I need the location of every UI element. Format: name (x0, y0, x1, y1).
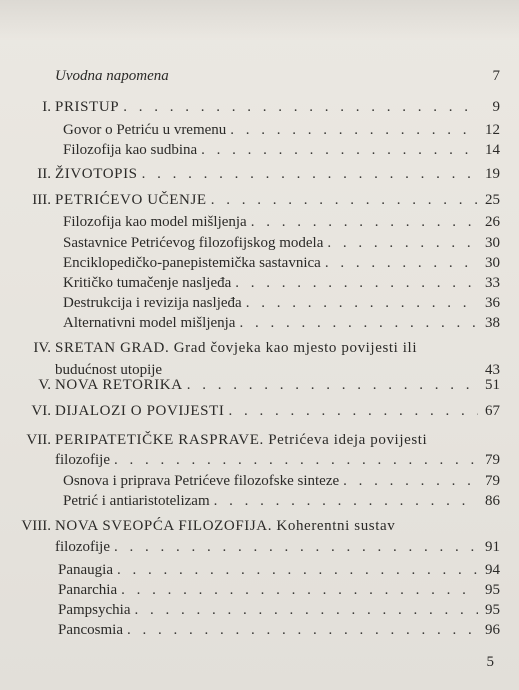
sub-page: 14 (485, 142, 500, 158)
sub-title: Filozofija kao sudbina (63, 142, 198, 158)
toc-leader (142, 164, 478, 184)
toc-leader (343, 471, 478, 491)
chapter-5-numeral: V. (38, 377, 51, 393)
chapter-3-sub-6 (63, 313, 500, 333)
sub-page: 36 (485, 295, 500, 311)
chapter-2-page: 19 (485, 166, 500, 182)
sub-title: Enciklopedičko-panepistemička sastavnica (63, 255, 321, 271)
chapter-3-sub-1 (63, 212, 500, 232)
toc-leader (251, 212, 478, 232)
toc-leader (201, 140, 478, 160)
page-top-bleed (0, 0, 519, 40)
toc-intro-page: 7 (492, 68, 500, 84)
chapter-4-numeral: IV. (33, 340, 51, 356)
sub-page: 30 (485, 255, 500, 271)
sub-title: Govor o Petriću u vremenu (63, 122, 227, 138)
chapter-4-page: 43 (485, 362, 500, 378)
chapter-3-numeral: III. (32, 192, 51, 208)
page-number: 5 (486, 654, 494, 670)
sub-page: 95 (485, 582, 500, 598)
chapter-3-page: 25 (485, 192, 500, 208)
chapter-8-sub-3 (58, 600, 500, 620)
chapter-8-sub-1 (58, 560, 500, 580)
chapter-3-sub-4 (63, 273, 500, 293)
sub-page: 79 (485, 473, 500, 489)
sub-page: 12 (485, 122, 500, 138)
chapter-8-line-2 (55, 537, 500, 557)
toc-leader (229, 401, 479, 421)
sub-page: 95 (485, 602, 500, 618)
chapter-1-page: 9 (492, 99, 500, 115)
chapter-4-line-1 (55, 338, 500, 358)
chapter-2-numeral: II. (37, 166, 51, 182)
chapter-3-title: PETRIĆEVO UČENJE (55, 192, 207, 208)
chapter-8-title-cont: filozofije (55, 539, 110, 555)
chapter-6 (55, 401, 500, 421)
chapter-3 (55, 190, 500, 210)
toc-leader (114, 537, 478, 557)
sub-title: Petrić i antiaristotelizam (63, 493, 210, 509)
chapter-8-numeral: VIII. (21, 518, 51, 534)
sub-page: 30 (485, 235, 500, 251)
toc-leader (325, 253, 478, 273)
chapter-5-page: 51 (485, 377, 500, 393)
toc-leader (214, 491, 478, 511)
toc-leader (187, 375, 478, 395)
chapter-6-numeral: VI. (31, 403, 51, 419)
chapter-3-sub-3 (63, 253, 500, 273)
chapter-1-title: PRISTUP (55, 99, 120, 115)
toc-leader (123, 97, 478, 117)
sub-title: Sastavnice Petrićevog filozofijskog modela (63, 235, 324, 251)
toc-leader (327, 233, 478, 253)
chapter-7-line-1 (55, 430, 500, 450)
toc-leader (117, 560, 478, 580)
toc-leader (127, 620, 478, 640)
sub-page: 96 (485, 622, 500, 638)
toc-intro (55, 66, 500, 86)
chapter-1-sub-1 (63, 120, 500, 140)
chapter-8-title: NOVA SVEOPĆA FILOZOFIJA. Koherentni sustav (55, 518, 396, 534)
chapter-5-title: NOVA RETORIKA (55, 377, 183, 393)
sub-page: 33 (485, 275, 500, 291)
sub-page: 26 (485, 214, 500, 230)
chapter-8-sub-4 (58, 620, 500, 640)
sub-title: Panaugia (58, 562, 113, 578)
toc-leader (239, 313, 478, 333)
toc-leader (230, 120, 478, 140)
toc-leader (235, 273, 478, 293)
sub-title: Panarchia (58, 582, 118, 598)
chapter-7-title-cont: filozofije (55, 452, 110, 468)
chapter-4-title: SRETAN GRAD. Grad čovjeka kao mjesto povijesti ili (55, 340, 418, 356)
toc-leader (211, 190, 478, 210)
chapter-3-sub-2 (63, 233, 500, 253)
chapter-6-page: 67 (485, 403, 500, 419)
toc-leader (246, 293, 478, 313)
sub-page: 38 (485, 315, 500, 331)
sub-title: Pampsychia (58, 602, 131, 618)
chapter-7-sub-2 (63, 491, 500, 511)
chapter-7-numeral: VII. (26, 432, 51, 448)
chapter-7-line-2 (55, 450, 500, 470)
chapter-3-sub-5 (63, 293, 500, 313)
sub-page: 94 (485, 562, 500, 578)
chapter-1 (55, 97, 500, 117)
sub-title: Filozofija kao model mišljenja (63, 214, 247, 230)
chapter-2-title: ŽIVOTOPIS (55, 166, 138, 182)
sub-title: Alternativni model mišljenja (63, 315, 236, 331)
chapter-7-sub-1 (63, 471, 500, 491)
chapter-5 (55, 375, 500, 395)
chapter-6-title: DIJALOZI O POVIJESTI (55, 403, 225, 419)
chapter-8-page: 91 (485, 539, 500, 555)
sub-page: 86 (485, 493, 500, 509)
chapter-1-numeral: I. (42, 99, 51, 115)
chapter-8-sub-2 (58, 580, 500, 600)
toc-leader (121, 580, 478, 600)
chapter-2 (55, 164, 500, 184)
chapter-8-line-1 (55, 516, 500, 536)
chapter-7-page: 79 (485, 452, 500, 468)
chapter-1-sub-2 (63, 140, 500, 160)
sub-title: Kritičko tumačenje nasljeđa (63, 275, 232, 291)
chapter-7-title: PERIPATETIČKE RASPRAVE. Petrićeva ideja povijesti (55, 432, 428, 448)
toc-leader (114, 450, 478, 470)
toc-leader (135, 600, 479, 620)
sub-title: Destrukcija i revizija nasljeđa (63, 295, 242, 311)
sub-title: Osnova i priprava Petrićeve filozofske sinteze (63, 473, 340, 489)
sub-title: Pancosmia (58, 622, 123, 638)
chapter-4-title-cont: budućnost utopije (55, 362, 163, 378)
toc-intro-title: Uvodna napomena (55, 68, 169, 84)
